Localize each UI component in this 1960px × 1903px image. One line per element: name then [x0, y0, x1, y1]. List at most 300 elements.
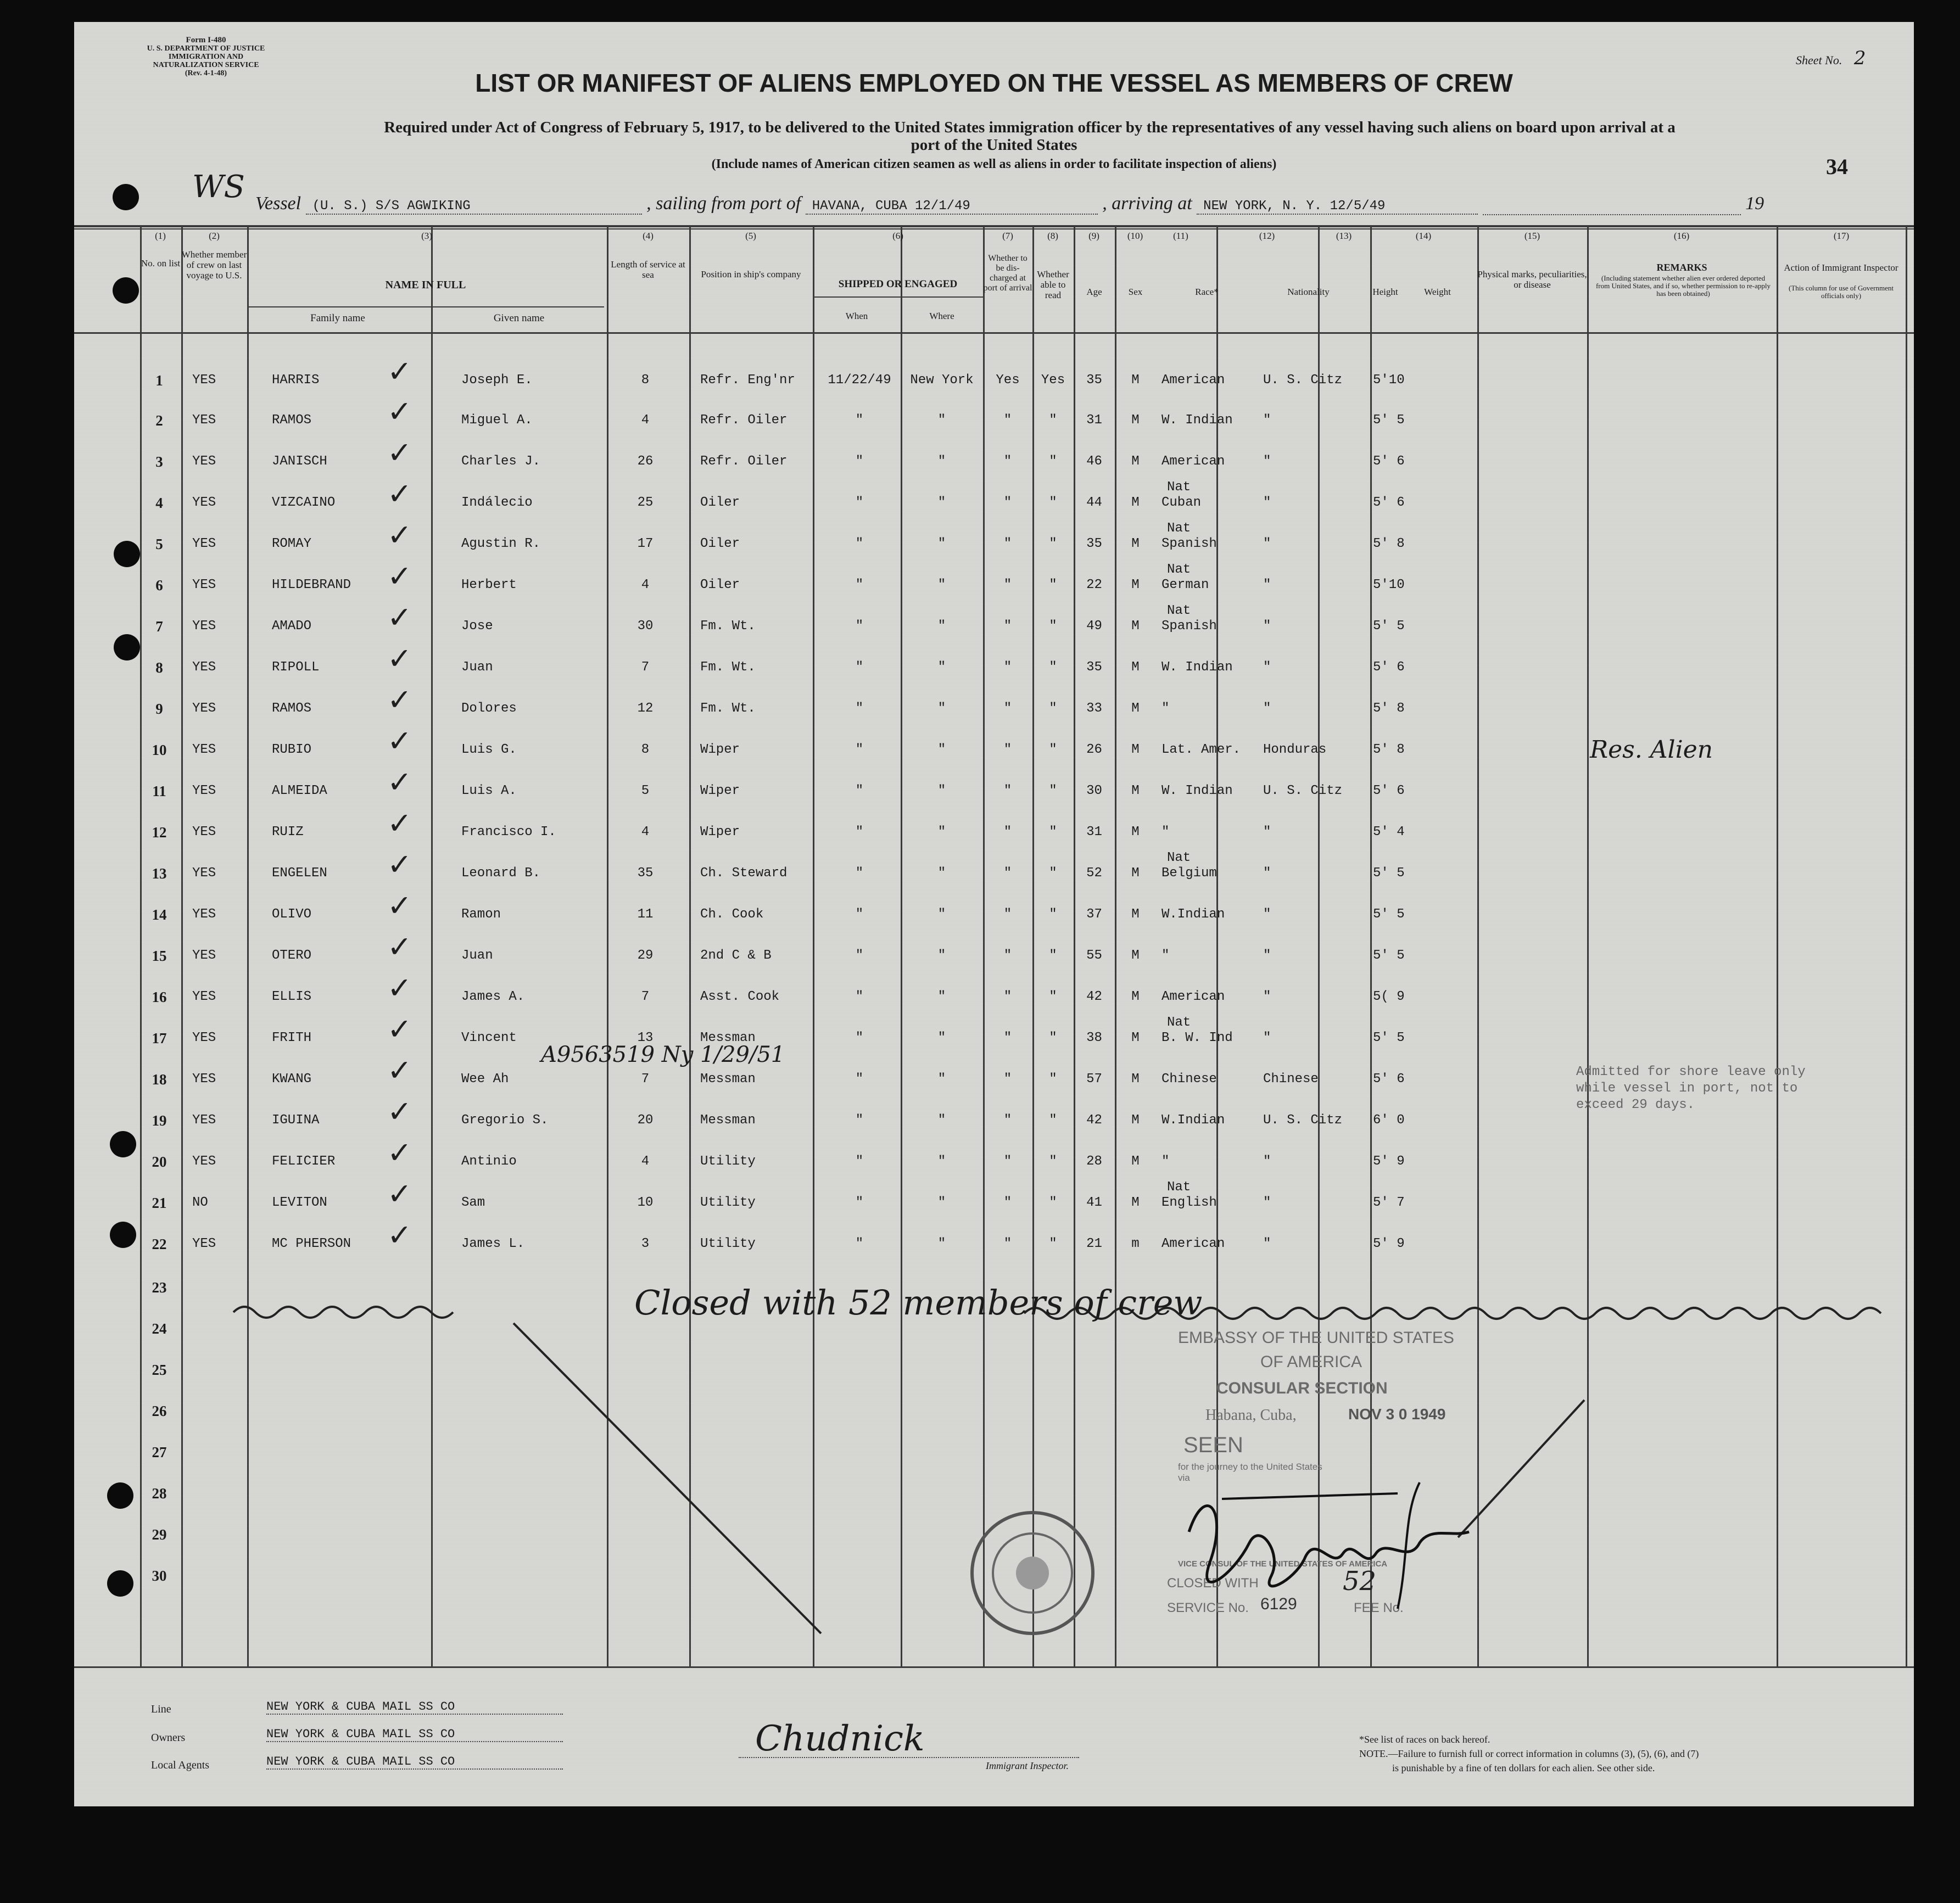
cell-given-name: Indálecio — [461, 495, 533, 510]
cell-where: " — [937, 701, 946, 716]
cell-nationality: " — [1263, 866, 1271, 881]
form-subtitle-2: port of the United States — [911, 136, 1077, 154]
cell-given-name: Leonard B. — [461, 866, 541, 881]
cell-length: 11 — [637, 907, 654, 922]
row-number: 9 — [155, 701, 163, 717]
year-label: 19 — [1745, 193, 1764, 214]
cell-position: Fm. Wt. — [700, 701, 756, 716]
stamp-vice-consul: VICE CONSUL OF THE UNITED STATES OF AMERICA — [1178, 1559, 1388, 1569]
cell-when: " — [855, 989, 864, 1004]
cell-member: YES — [192, 1072, 216, 1087]
check-mark-icon: ✓ — [387, 1177, 412, 1211]
cell-age: 38 — [1086, 1031, 1102, 1045]
row-number: 29 — [152, 1526, 167, 1543]
cell-age: 57 — [1086, 1072, 1102, 1087]
consul-signature-stroke — [1189, 1506, 1469, 1586]
cell-family-name: ROMAY — [272, 536, 312, 551]
cell-given-name: Dolores — [461, 701, 517, 716]
cell-where: " — [937, 1113, 946, 1128]
cell-height: 5' 5 — [1373, 866, 1405, 881]
cell-age: 49 — [1086, 619, 1102, 634]
cell-when: " — [855, 948, 864, 963]
sheet-number: 2 — [1853, 47, 1866, 69]
cell-where: " — [937, 742, 946, 757]
cell-race: Spanish — [1162, 536, 1217, 551]
cell-family-name: OLIVO — [272, 907, 312, 922]
cell-discharged: " — [1003, 701, 1012, 716]
punch-hole — [107, 1570, 133, 1597]
cell-nationality: " — [1263, 907, 1271, 922]
column-number: (10) — [1127, 231, 1143, 241]
cell-where: " — [937, 1072, 946, 1087]
cell-given-name: Jose — [461, 619, 493, 634]
cell-where: " — [937, 536, 946, 551]
header-physical: Physical marks, peculiarities, or disease — [1477, 269, 1587, 290]
cell-discharged: " — [1003, 660, 1012, 675]
header-where: Where — [929, 311, 954, 321]
cell-discharged: " — [1003, 413, 1012, 428]
form-subtitle-3: (Include names of American citizen seamen as well as aliens in order to facilitate inspection of aliens) — [711, 157, 1277, 171]
cell-sex: M — [1131, 742, 1140, 757]
cell-family-name: HILDEBRAND — [272, 578, 351, 592]
closed-with-note: Closed with 52 members of crew — [634, 1283, 1203, 1323]
cell-length: 8 — [641, 742, 650, 757]
manifest-sheet — [74, 22, 1914, 1806]
cell-member: YES — [192, 701, 216, 716]
row-number: 7 — [155, 618, 163, 635]
cell-able-read: " — [1049, 454, 1057, 469]
cell-age: 28 — [1086, 1154, 1102, 1169]
cell-race: American — [1162, 373, 1225, 388]
cell-length: 4 — [641, 825, 650, 839]
header-action-sub: (This column for use of Government officials only) — [1789, 284, 1894, 300]
column-number: (3) — [421, 231, 432, 241]
row-number: 25 — [152, 1362, 167, 1378]
cell-given-name: Antinio — [461, 1154, 517, 1169]
cell-position: Oiler — [700, 495, 740, 510]
header-no-on-list: No. on list — [141, 258, 181, 268]
cell-race: W.Indian — [1162, 907, 1225, 922]
cell-nationality: " — [1263, 454, 1271, 469]
header-when: When — [845, 311, 868, 321]
stamp-place: Habana, Cuba, — [1205, 1407, 1297, 1424]
cell-where: " — [937, 1236, 946, 1251]
header-nationality: Nationality — [1287, 287, 1330, 297]
cell-when: " — [855, 413, 864, 428]
stamp-closed-label: CLOSED WITH — [1167, 1576, 1259, 1591]
cell-sex: m — [1131, 1236, 1140, 1251]
cell-discharged: " — [1003, 578, 1012, 592]
cell-position: Utility — [700, 1154, 756, 1169]
cell-family-name: ELLIS — [272, 989, 312, 1004]
check-mark-icon: ✓ — [387, 394, 412, 429]
check-mark-icon: ✓ — [387, 600, 412, 635]
punch-hole — [107, 1482, 133, 1509]
cell-where: " — [937, 948, 946, 963]
cell-sex: M — [1131, 1072, 1140, 1087]
check-mark-icon: ✓ — [387, 1094, 412, 1129]
cell-race: W. Indian — [1162, 660, 1233, 675]
cell-length: 4 — [641, 413, 650, 428]
cell-able-read: " — [1049, 1113, 1057, 1128]
cell-height: 5' 5 — [1373, 1031, 1405, 1045]
cell-where: New York — [910, 373, 974, 388]
stamp-fee-label: FEE No. — [1354, 1600, 1404, 1615]
cell-nationality: " — [1263, 1236, 1271, 1251]
cell-when: " — [855, 1072, 864, 1087]
check-mark-icon: ✓ — [387, 724, 412, 758]
column-number: (1) — [155, 231, 166, 241]
footer-agents-label: Local Agents — [151, 1759, 210, 1771]
cell-when: " — [855, 742, 864, 757]
cell-member: YES — [192, 1113, 216, 1128]
cell-member: YES — [192, 907, 216, 922]
cell-sex: M — [1131, 578, 1140, 592]
cell-sex: M — [1131, 948, 1140, 963]
cell-where: " — [937, 454, 946, 469]
row-number: 28 — [152, 1485, 167, 1502]
check-mark-icon: ✓ — [387, 641, 412, 676]
header-discharged: Whether to be dis-charged at port of arrival — [983, 254, 1032, 293]
cell-when: " — [855, 619, 864, 634]
cell-position: Refr. Oiler — [700, 413, 788, 428]
cell-age: 30 — [1086, 783, 1102, 798]
header-action: Action of Immigrant Inspector — [1784, 262, 1898, 273]
initials-mark: WS — [192, 169, 245, 205]
cell-member: YES — [192, 989, 216, 1004]
check-mark-icon: ✓ — [387, 354, 412, 389]
cell-given-name: Francisco I. — [461, 825, 556, 839]
cell-age: 46 — [1086, 454, 1102, 469]
row-number: 4 — [155, 495, 163, 511]
row-number: 11 — [152, 783, 166, 799]
header-race: Race* — [1195, 287, 1219, 297]
cell-able-read: " — [1049, 1195, 1057, 1210]
cell-position: Messman — [700, 1031, 756, 1045]
cell-length: 12 — [637, 701, 654, 716]
cell-able-read: " — [1049, 742, 1057, 757]
cell-race: " — [1162, 701, 1170, 716]
check-mark-icon: ✓ — [387, 888, 412, 923]
cell-given-name: Luis G. — [461, 742, 517, 757]
column-number: (14) — [1415, 231, 1432, 241]
cell-discharged: " — [1003, 948, 1012, 963]
cell-height: 5' 6 — [1373, 1072, 1405, 1087]
cell-length: 4 — [641, 1154, 650, 1169]
stamp-journey: for the journey to the United States via — [1178, 1462, 1322, 1483]
cell-able-read: Yes — [1041, 373, 1065, 388]
cell-race: W.Indian — [1162, 1113, 1225, 1128]
header-given-name: Given name — [493, 312, 545, 324]
cell-discharged: " — [1003, 783, 1012, 798]
punch-hole — [113, 184, 139, 210]
cell-race-prefix: Nat — [1167, 562, 1191, 577]
arriving-port: NEW YORK, N. Y. 12/5/49 — [1197, 199, 1478, 215]
row-number: 23 — [152, 1279, 167, 1296]
cell-nationality: Honduras — [1263, 742, 1327, 757]
cell-race-prefix: Nat — [1167, 850, 1191, 865]
cell-able-read: " — [1049, 783, 1057, 798]
cancel-diagonal-left — [513, 1323, 821, 1633]
cell-where: " — [937, 825, 946, 839]
cell-when: " — [855, 578, 864, 592]
cell-nationality: " — [1263, 1031, 1271, 1045]
races-note: *See list of races on back hereof. — [1359, 1734, 1490, 1745]
cell-family-name: RIPOLL — [272, 660, 320, 675]
cell-member: YES — [192, 783, 216, 798]
row-number: 30 — [152, 1568, 167, 1584]
cell-able-read: " — [1049, 1236, 1057, 1251]
header-height: Height — [1372, 287, 1398, 297]
cell-position: Ch. Steward — [700, 866, 788, 881]
row-number: 15 — [152, 948, 167, 964]
cell-race: B. W. Ind — [1162, 1031, 1233, 1045]
revision: (Rev. 4-1-48) — [185, 69, 227, 77]
cell-able-read: " — [1049, 701, 1057, 716]
row-number: 5 — [155, 536, 163, 552]
cell-age: 41 — [1086, 1195, 1102, 1210]
cell-discharged: " — [1003, 866, 1012, 881]
cell-race-prefix: Nat — [1167, 1180, 1191, 1195]
cell-position: Messman — [700, 1072, 756, 1087]
cell-sex: M — [1131, 866, 1140, 881]
cell-family-name: ALMEIDA — [272, 783, 327, 798]
header-sex: Sex — [1128, 287, 1143, 297]
cell-race: Chinese — [1162, 1072, 1217, 1087]
check-mark-icon: ✓ — [387, 930, 412, 964]
vessel-label: Vessel — [255, 193, 301, 214]
cell-discharged: " — [1003, 454, 1012, 469]
cell-position: Utility — [700, 1236, 756, 1251]
arriving-label: , arriving at — [1102, 193, 1192, 214]
cell-discharged: " — [1003, 1195, 1012, 1210]
cell-able-read: " — [1049, 1072, 1057, 1087]
cell-family-name: VIZCAINO — [272, 495, 336, 510]
cell-able-read: " — [1049, 1031, 1057, 1045]
cell-nationality: " — [1263, 825, 1271, 839]
cell-height: 5' 5 — [1373, 619, 1405, 634]
cell-member: YES — [192, 373, 216, 388]
footer-agents-value: NEW YORK & CUBA MAIL SS CO — [266, 1755, 563, 1770]
punch-hole — [114, 541, 140, 567]
cell-length: 30 — [637, 619, 654, 634]
cell-race: American — [1162, 1236, 1225, 1251]
cell-discharged: " — [1003, 825, 1012, 839]
cell-nationality: " — [1263, 989, 1271, 1004]
stamp-closed-value: 52 — [1343, 1566, 1377, 1597]
cell-nationality: " — [1263, 578, 1271, 592]
cell-length: 8 — [641, 373, 650, 388]
cell-sex: M — [1131, 907, 1140, 922]
cell-race: American — [1162, 989, 1225, 1004]
footer-line-label: Line — [151, 1703, 171, 1715]
header-remarks-sub: (Including statement whether alien ever ordered deported from United States, and if so, whether permission to re-apply has been obtained) — [1595, 274, 1771, 298]
sheet-label: Sheet No. — [1796, 53, 1842, 67]
row-number: 6 — [155, 577, 163, 594]
cell-where: " — [937, 783, 946, 798]
cell-member: YES — [192, 948, 216, 963]
cell-height: 5' 8 — [1373, 701, 1405, 716]
cell-length: 7 — [641, 989, 650, 1004]
inspector-label: Immigrant Inspector. — [986, 1760, 1069, 1771]
cell-height: 5' 8 — [1373, 742, 1405, 757]
cell-family-name: AMADO — [272, 619, 312, 634]
cell-length: 29 — [637, 948, 654, 963]
column-number: (16) — [1673, 231, 1690, 241]
cell-discharged: " — [1003, 536, 1012, 551]
check-mark-icon: ✓ — [387, 1218, 412, 1252]
header-age: Age — [1086, 287, 1102, 297]
footer-owners-value: NEW YORK & CUBA MAIL SS CO — [266, 1727, 563, 1742]
cell-position: Refr. Oiler — [700, 454, 788, 469]
cell-member: YES — [192, 1236, 216, 1251]
official-seal-center — [1016, 1557, 1049, 1589]
cell-where: " — [937, 866, 946, 881]
row-number: 19 — [152, 1112, 167, 1129]
cell-sex: M — [1131, 660, 1140, 675]
cell-height: 5' 6 — [1373, 454, 1405, 469]
punch-hole — [114, 634, 140, 661]
cell-member: YES — [192, 742, 216, 757]
cell-discharged: " — [1003, 1072, 1012, 1087]
check-mark-icon: ✓ — [387, 435, 412, 470]
cell-discharged: " — [1003, 1236, 1012, 1251]
stamp-service-label: SERVICE No. — [1167, 1600, 1249, 1615]
cell-age: 35 — [1086, 536, 1102, 551]
cell-height: 6' 0 — [1373, 1113, 1405, 1128]
header-weight: Weight — [1424, 287, 1451, 297]
footer-owners-label: Owners — [151, 1732, 186, 1744]
cell-sex: M — [1131, 783, 1140, 798]
cell-family-name: RUIZ — [272, 825, 304, 839]
cell-able-read: " — [1049, 948, 1057, 963]
closing-wavy-line — [233, 1307, 453, 1318]
cell-when: " — [855, 701, 864, 716]
cell-height: 5' 6 — [1373, 660, 1405, 675]
column-number: (5) — [745, 231, 756, 241]
cell-given-name: Herbert — [461, 578, 517, 592]
cell-nationality: Chinese — [1263, 1072, 1319, 1087]
cell-where: " — [937, 619, 946, 634]
check-mark-icon: ✓ — [387, 682, 412, 717]
check-mark-icon: ✓ — [387, 765, 412, 799]
cell-where: " — [937, 1195, 946, 1210]
cell-length: 7 — [641, 1072, 650, 1087]
column-number: (4) — [643, 231, 654, 241]
cell-length: 20 — [637, 1113, 654, 1128]
cell-member: NO — [192, 1195, 208, 1210]
cell-nationality: " — [1263, 495, 1271, 510]
cell-discharged: " — [1003, 619, 1012, 634]
header-remarks: REMARKS — [1656, 262, 1707, 273]
cell-discharged: " — [1003, 1113, 1012, 1128]
cell-height: 5'10 — [1373, 373, 1405, 388]
cell-given-name: Juan — [461, 948, 493, 963]
check-mark-icon: ✓ — [387, 971, 412, 1005]
cell-nationality: " — [1263, 1195, 1271, 1210]
cell-given-name: Joseph E. — [461, 373, 533, 388]
cell-given-name: James L. — [461, 1236, 525, 1251]
cell-length: 25 — [637, 495, 654, 510]
cell-when: " — [855, 866, 864, 881]
cell-given-name: Gregorio S. — [461, 1113, 549, 1128]
cell-when: " — [855, 783, 864, 798]
cell-position: Fm. Wt. — [700, 660, 756, 675]
cell-age: 42 — [1086, 989, 1102, 1004]
cell-race: English — [1162, 1195, 1217, 1210]
cell-family-name: FRITH — [272, 1031, 312, 1045]
cell-given-name: Miguel A. — [461, 413, 533, 428]
cell-family-name: JANISCH — [272, 454, 327, 469]
cell-race: American — [1162, 454, 1225, 469]
header-able-read: Whether able to read — [1037, 269, 1069, 300]
cell-given-name: Vincent — [461, 1031, 517, 1045]
cell-able-read: " — [1049, 907, 1057, 922]
cell-member: YES — [192, 619, 216, 634]
check-mark-icon: ✓ — [387, 1053, 412, 1088]
cell-family-name: FELICIER — [272, 1154, 336, 1169]
header-position: Position in ship's company — [701, 269, 801, 279]
row-number: 13 — [152, 865, 167, 882]
check-mark-icon: ✓ — [387, 1135, 412, 1170]
closing-strike-svg — [74, 22, 1914, 1806]
cell-family-name: IGUINA — [272, 1113, 320, 1128]
cell-able-read: " — [1049, 536, 1057, 551]
form-title: LIST OR MANIFEST OF ALIENS EMPLOYED ON THE VESSEL AS MEMBERS OF CREW — [475, 69, 1513, 97]
cell-height: 5' 4 — [1373, 825, 1405, 839]
punch-hole — [113, 277, 139, 304]
cell-able-read: " — [1049, 825, 1057, 839]
cell-when: " — [855, 454, 864, 469]
department: U. S. DEPARTMENT OF JUSTICE — [147, 44, 265, 53]
cell-given-name: Agustin R. — [461, 536, 541, 551]
cell-position: Asst. Cook — [700, 989, 780, 1004]
cell-height: 5' 8 — [1373, 536, 1405, 551]
cell-age: 37 — [1086, 907, 1102, 922]
cell-where: " — [937, 989, 946, 1004]
penalty-note: NOTE.—Failure to furnish full or correct information in columns (3), (5), (6), and (7) — [1359, 1748, 1699, 1759]
cell-length: 10 — [637, 1195, 654, 1210]
cell-race: Lat. Amer. — [1162, 742, 1241, 757]
cell-length: 26 — [637, 454, 654, 469]
cell-when: " — [855, 1236, 864, 1251]
service-name: IMMIGRATION AND NATURALIZATION SERVICE — [153, 53, 259, 69]
cell-race: Cuban — [1162, 495, 1202, 510]
stamp-service-no: 6129 — [1260, 1595, 1297, 1613]
cell-nationality: " — [1263, 1154, 1271, 1169]
column-number: (11) — [1173, 231, 1188, 241]
cell-sex: M — [1131, 825, 1140, 839]
cell-family-name: OTERO — [272, 948, 312, 963]
row-number: 2 — [155, 412, 163, 429]
cell-length: 3 — [641, 1236, 650, 1251]
column-number: (2) — [209, 231, 220, 241]
cell-member: YES — [192, 536, 216, 551]
cell-height: 5' 6 — [1373, 495, 1405, 510]
cell-age: 55 — [1086, 948, 1102, 963]
inspector-line — [739, 1757, 1079, 1758]
cell-discharged: " — [1003, 1154, 1012, 1169]
cell-when: " — [855, 536, 864, 551]
cell-length: 7 — [641, 660, 650, 675]
stamp-line1: EMBASSY OF THE UNITED STATES — [1178, 1329, 1454, 1347]
cell-member: YES — [192, 454, 216, 469]
row-number: 10 — [152, 742, 167, 758]
cell-member: YES — [192, 495, 216, 510]
cell-when: " — [855, 1031, 864, 1045]
cell-discharged: " — [1003, 989, 1012, 1004]
cell-race-prefix: Nat — [1167, 521, 1191, 536]
